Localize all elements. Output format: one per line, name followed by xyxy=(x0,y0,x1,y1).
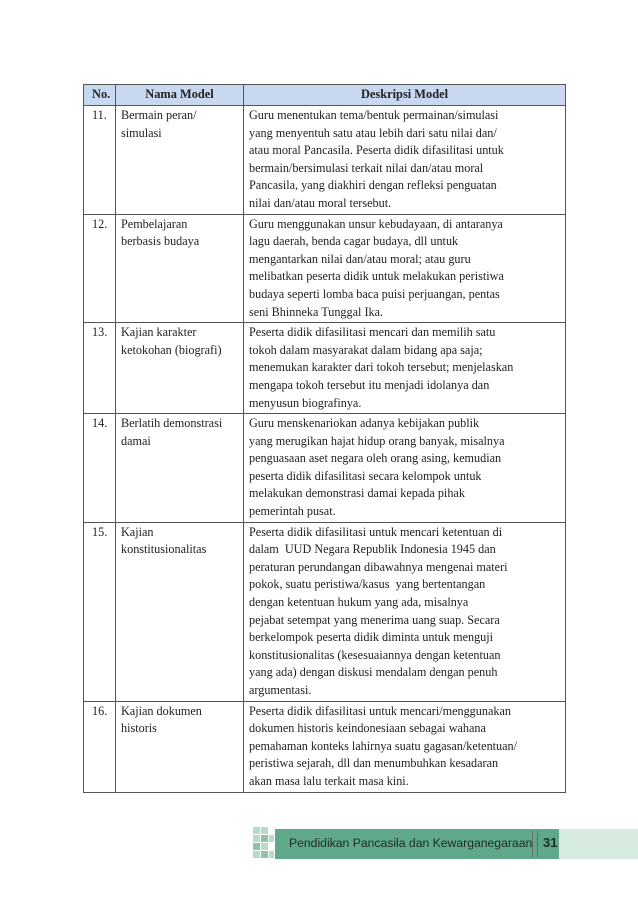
model-name-cell xyxy=(116,106,244,215)
description-line: Guru menentukan tema/bentuk permainan/simulasi xyxy=(249,108,499,122)
row-number: 14. xyxy=(84,414,116,523)
model-name-cell xyxy=(116,522,244,701)
description-line: mengapa tokoh tersebut itu menjadi idolanya dan xyxy=(249,377,490,392)
row-number: 13. xyxy=(84,323,116,414)
description-line: peserta didik difasilitasi secara kelompok untuk xyxy=(249,468,482,483)
description-line: Guru menskenariokan adanya kebijakan publik xyxy=(249,416,480,431)
decor-square xyxy=(269,851,274,858)
model-table xyxy=(83,84,566,793)
model-name-cell xyxy=(116,214,244,323)
model-name-line: konstitusionalitas xyxy=(121,542,207,557)
model-name-line: Kajian karakter xyxy=(121,325,197,340)
description-line: seni Bhinneka Tunggal Ika. xyxy=(249,304,384,319)
page-number: 31 xyxy=(543,835,558,850)
description-line: mengantarkan nilai dan/atau moral; atau guru xyxy=(249,251,471,266)
decor-square xyxy=(253,835,260,842)
description-line: melakukan demonstrasi damai kepada pihak xyxy=(249,486,465,501)
header-nama-model: Nama Model xyxy=(116,85,244,106)
page-footer xyxy=(253,827,638,861)
description-line: pokok, suatu peristiwa/kasus yang bertentangan xyxy=(249,577,486,592)
table-row xyxy=(84,214,566,323)
model-name-line: Pembelajaran xyxy=(121,216,188,231)
model-name-line: historis xyxy=(121,721,157,736)
description-line: nilai dan/atau moral tersebut. xyxy=(249,195,392,210)
decor-square xyxy=(261,827,268,834)
book-title: Pendidikan Pancasila dan Kewarganegaraan xyxy=(289,836,533,850)
description-line: Peserta didik difasilitasi untuk mencari ketentuan di xyxy=(249,524,503,539)
description-line: peraturan perundangan dibawahnya mengenai materi xyxy=(249,559,508,574)
model-description-cell xyxy=(244,214,566,323)
decor-square xyxy=(253,827,260,834)
description-line: penguasaan aset negara oleh orang asing, kemudian xyxy=(249,451,502,466)
description-line: pejabat setempat yang menerima uang suap. Secara xyxy=(249,612,500,627)
model-description-cell xyxy=(244,414,566,523)
description-line: Peserta didik difasilitasi untuk mencari/menggunakan xyxy=(249,703,511,718)
description-line: Guru menggunakan unsur kebudayaan, di antaranya xyxy=(249,216,503,231)
table-row xyxy=(84,522,566,701)
description-line: akan masa lalu terkait masa kini. xyxy=(249,773,409,788)
footer-separator xyxy=(532,831,538,857)
description-line: yang ada) dengan diskusi mendalam dengan penuh xyxy=(249,665,498,680)
model-name-line: berbasis budaya xyxy=(121,234,200,249)
description-line: menyusun biografinya. xyxy=(249,395,362,410)
description-line: menemukan karakter dari tokoh tersebut; menjelaskan xyxy=(249,360,514,375)
model-name-cell xyxy=(116,323,244,414)
model-name-line: ketokohan (biografi) xyxy=(121,342,222,357)
decor-square xyxy=(261,835,268,842)
model-name-line: Kajian xyxy=(121,524,154,539)
description-line: pemerintah pusat. xyxy=(249,504,336,519)
row-number: 15. xyxy=(84,522,116,701)
description-line: bermain/bersimulasi terkait nilai dan/atau moral xyxy=(249,160,484,175)
row-number: 12. xyxy=(84,214,116,323)
description-line: lagu daerah, benda cagar budaya, dll untuk xyxy=(249,234,459,249)
description-line: berkelompok peserta didik diminta untuk menguji xyxy=(249,630,494,645)
description-line: yang merugikan hajat hidup orang banyak, misalnya xyxy=(249,433,505,448)
footer-bar-light xyxy=(559,829,638,859)
model-name-line: damai xyxy=(121,433,151,448)
description-line: Peserta didik difasilitasi mencari dan memilih satu xyxy=(249,325,496,340)
description-line: yang menyentuh satu atau lebih dari satu nilai dan/ xyxy=(249,125,497,140)
description-line: melibatkan peserta didik untuk melakukan peristiwa xyxy=(249,269,504,284)
description-line: budaya seperti lomba baca puisi perjuangan, pentas xyxy=(249,286,500,301)
description-line: pemahaman konteks lahirnya suatu gagasan/ketentuan/ xyxy=(249,738,518,753)
model-description-cell xyxy=(244,701,566,792)
decor-square xyxy=(261,843,268,850)
model-name-line: Bermain peran/ xyxy=(121,108,197,122)
table-row xyxy=(84,323,566,414)
table-row xyxy=(84,414,566,523)
decor-square xyxy=(269,835,274,842)
row-number: 16. xyxy=(84,701,116,792)
table-row xyxy=(84,701,566,792)
decor-square xyxy=(253,851,260,858)
model-name-cell xyxy=(116,414,244,523)
description-line: konstitusionalitas (kesesuaiannya dengan ketentuan xyxy=(249,647,501,662)
model-name-line: Berlatih demonstrasi xyxy=(121,416,223,431)
decor-square xyxy=(261,851,268,858)
description-line: dokumen historis keindonesiaan sebagai wahana xyxy=(249,721,486,736)
description-line: Pancasila, yang diakhiri dengan refleksi penguatan xyxy=(249,178,497,193)
model-name-cell xyxy=(116,701,244,792)
table-row xyxy=(84,106,566,215)
table-header-row xyxy=(84,85,566,106)
description-line: dengan ketentuan hukum yang ada, misalnya xyxy=(249,595,469,610)
description-line: dalam UUD Negara Republik Indonesia 1945 dan xyxy=(249,542,496,557)
model-name-line: simulasi xyxy=(121,125,162,140)
model-description-cell xyxy=(244,522,566,701)
description-line: argumentasi. xyxy=(249,683,312,697)
model-name-line: Kajian dokumen xyxy=(121,703,202,718)
decor-square xyxy=(253,843,260,850)
description-line: atau moral Pancasila. Peserta didik difasilitasi untuk xyxy=(249,143,504,158)
description-line: tokoh dalam masyarakat dalam bidang apa saja; xyxy=(249,342,483,357)
header-deskripsi-model: Deskripsi Model xyxy=(244,85,566,106)
model-description-cell xyxy=(244,323,566,414)
description-line: peristiwa sejarah, dll dan menumbuhkan kesadaran xyxy=(249,756,499,771)
row-number: 11. xyxy=(84,106,116,215)
header-no: No. xyxy=(84,85,116,106)
model-description-cell xyxy=(244,106,566,215)
